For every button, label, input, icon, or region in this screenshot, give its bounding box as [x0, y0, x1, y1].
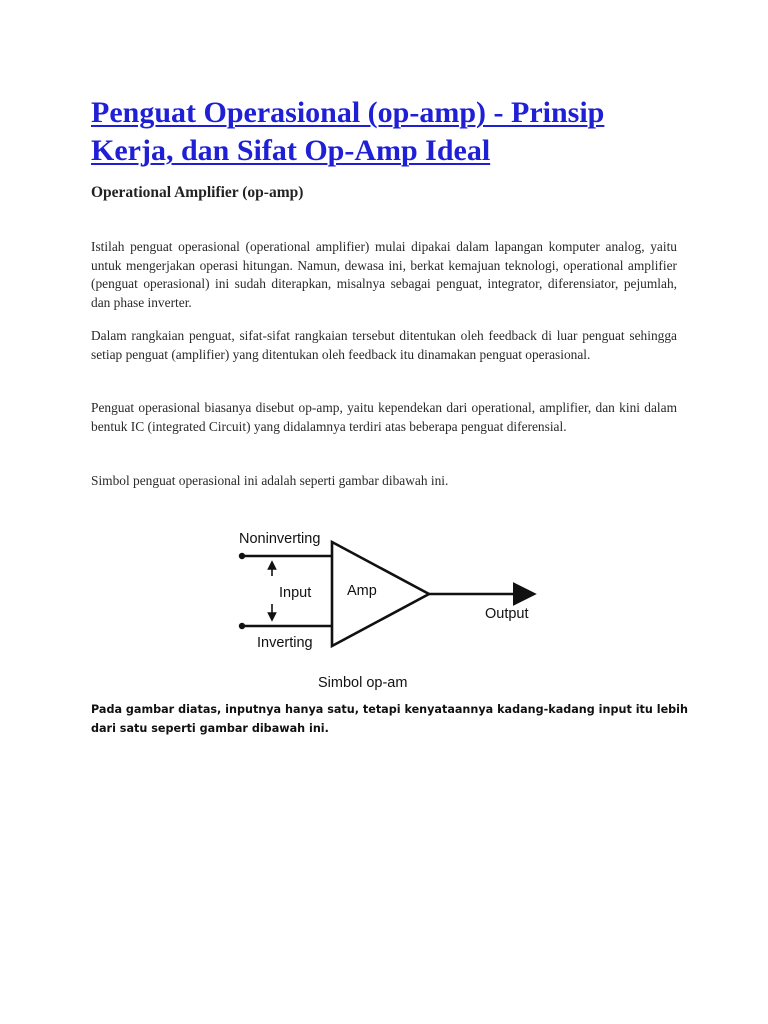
paragraph-feedback: Dalam rangkaian penguat, sifat-sifat rangkaian tersebut ditentukan oleh feedback di luar penguat sehingga setiap penguat (amplifier) yang ditentukan oleh feedback itu dinamakan penguat operasional.: [91, 328, 677, 362]
article-title-link[interactable]: Penguat Operasional (op-amp) - Prinsip Kerja, dan Sifat Op-Amp Ideal: [91, 96, 605, 167]
label-amp: Amp: [347, 583, 377, 599]
figure-note: Pada gambar diatas, inputnya hanya satu, tetapi kenyataannya kadang-kadang input itu lebih dari satu seperti gambar dibawah ini.: [91, 703, 688, 735]
label-inverting: Inverting: [257, 635, 313, 651]
noninverting-terminal: [239, 553, 245, 559]
figure-caption: Simbol op-am: [318, 675, 408, 691]
label-output: Output: [485, 606, 529, 622]
paragraph-intro: Istilah penguat operasional (operational amplifier) mulai dipakai dalam lapangan komputer analog, yaitu untuk mengerjakan operasi hitungan. Namun, dewasa ini, berkat kemajuan teknologi, operational amplifier (penguat operasional) ini sudah diterapkan, misalnya sebagai penguat, integrator, diferensiator, pejumlah, dan phase inverter.: [91, 239, 677, 310]
section-subtitle: Operational Amplifier (op-amp): [91, 184, 304, 201]
label-noninverting: Noninverting: [239, 531, 321, 547]
paragraph-ic: Penguat operasional biasanya disebut op-amp, yaitu kependekan dari operational, amplifier, dan kini dalam bentuk IC (integrated Circuit) yang didalamnya terdiri atas beberapa penguat diferensial.: [91, 400, 677, 434]
paragraph-symbol-intro: Simbol penguat operasional ini adalah seperti gambar dibawah ini.: [91, 473, 449, 488]
op-amp-diagram: [226, 520, 546, 696]
op-amp-symbol-figure: [226, 520, 546, 696]
inverting-terminal: [239, 623, 245, 629]
label-input: Input: [279, 585, 312, 601]
